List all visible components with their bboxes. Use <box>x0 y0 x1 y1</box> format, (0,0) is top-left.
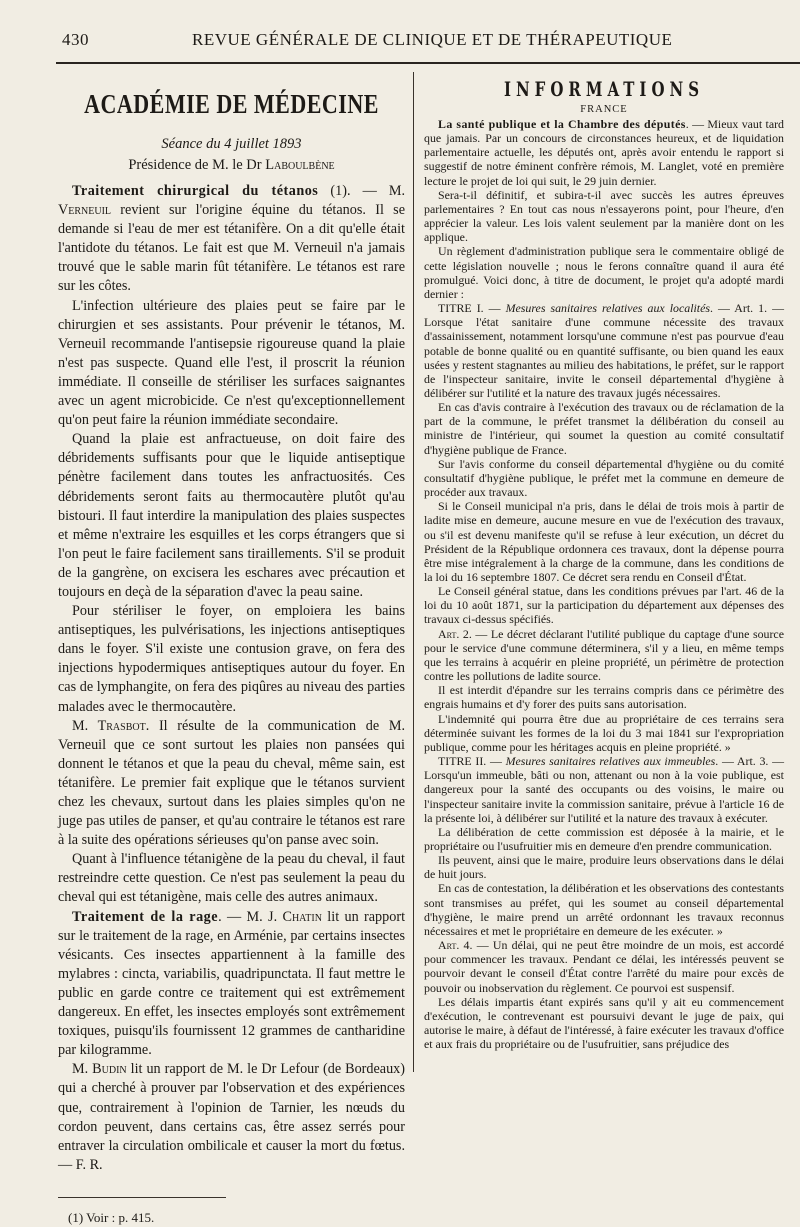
footnote-rule <box>58 1197 226 1198</box>
trasbot-text: . Il résulte de la communication de M. Verneuil que ce sont surtout les plaies non pansées qui donnent le tétanos et que la peau du cheval, même sain, est tétanifère. Le premier fait explique que le tétanos survient chez les chevaux, surtout dans les plaies simples qu'on ne juge pas utiles de panser, et qu'au contraire le tétanos est rare à la suite des opérations sérieuses qu'on panse avec soin. <box>58 717 405 849</box>
column-divider <box>413 72 414 1072</box>
trasbot-paragraph <box>58 717 405 851</box>
article-2-paragraph <box>424 627 784 684</box>
speaker-trasbot: M. Trasbot <box>72 717 146 734</box>
info-paragraph-17: Les délais impartis étant expirés sans qu'il y ait eu commencement d'exécution, le contrevenant est poursuivi devant le juge de paix, qui autorise le maire, à défaut de l'intéressé, à faire exécuter les travaux d'office et aux frais du propriétaire ou de l'usufruitier, sans préjudice des <box>424 994 784 1052</box>
info-paragraph-13: La délibération de cette commission est déposée à la mairie, et le propriétaire ou l'usufruitier mis en demeure d'en prendre communication. <box>424 824 784 853</box>
article-3-text: — Lorsqu'un immeuble, bâti ou non, attenant ou non à la voie publique, est dangereux pour la santé des occupants ou des voisins, le maire ou l'inspecteur sanitaire invite la commission sanitaire, prévue à l'article 16 de la présente loi, à délibérer sur l'utilité et la nature des travaux à exécuter. <box>424 754 784 825</box>
titre-2-label: TITRE II. — <box>438 754 506 769</box>
info-paragraph-2: Sera-t-il définitif, et subira-t-il avec succès les autres épreuves parlementaires ? En tout cas nous n'essayerons point, pour l'heure, d'en apprécier la valeur. Les lois valent seulement par la manière dont on les applique. <box>424 187 784 245</box>
info-paragraph-11: L'indemnité qui pourra être due au propriétaire de ces terrains sera déterminée suivant les formes de la loi du 3 mai 1841 sur l'expropriation publique, comme pour les héritages acquis en pleine propriété. » <box>424 711 784 754</box>
journal-title: REVUE GÉNÉRALE DE CLINIQUE ET DE THÉRAPEUTIQUE <box>192 30 673 49</box>
rage-run-title: Traitement de la rage <box>72 908 219 925</box>
tetanos-text-1: revient sur l'origine équine du tétanos. Il se demande si l'eau de mer est tétanifère. On a dit qu'elle était l'antidote du tétanos. Le fait est que M. Verneuil n'a jamais trouvé que le sable marin fût tétanifère. Le tétanos est rare sur les côtes. <box>58 202 405 295</box>
titre-1-heading: Mesures sanitaires relatives aux localités <box>505 301 711 316</box>
header-rule <box>56 62 800 64</box>
running-head <box>22 30 782 52</box>
sante-text: . — Mieux vaut tard que jamais. Par un concours de circonstances heureux, et de liquidation parlementaire actuelle, les députés ont, après avoir entendu le rapport si suggestif de notre éminent confrère rémois, M. Langlet, voté en première lecture le projet de loi qui suit, le 29 juin dernier. <box>424 117 785 188</box>
info-paragraph-10: Il est interdit d'épandre sur les terrains compris dans ce périmètre des engrais humains et d'y forer des puits sans autorisation. <box>424 683 784 712</box>
article-4-paragraph <box>424 938 784 995</box>
rage-prefix: . — M. J. <box>218 908 283 925</box>
seance-date: Séance du 4 juillet 1893 <box>161 136 302 152</box>
titre-2-paragraph <box>424 754 784 825</box>
tetanos-paragraph-6: Quant à l'influence tétanigène de la peau du cheval, il faut restreindre cette question. Ce n'est pas seulement la peau du cheval qui est tétanigène, mais celle des autres animaux. <box>58 851 405 906</box>
sante-run-title: La santé publique et la Chambre des députés <box>438 117 686 131</box>
article-2-label: Art. 2. <box>438 626 472 641</box>
country-heading: FRANCE <box>580 104 628 115</box>
rage-text: lit un rapport sur le traitement de la rage, en Arménie, par certains insectes vésicants. Ces insectes appartiennent à la famille des mylabres : cincta, variabilis, quadripunctata. Il faut mettre le public en garde contre ce traitement qui est extrêmement dangereux. En effet, les insectes employés sont extrêmement toxiques, puisqu'ils fournissent 12 grammes de cantharidine par kilogramme. <box>58 908 406 1059</box>
info-paragraph-14: Ils peuvent, ainsi que le maire, produire leurs observations dans le délai de huit jours. <box>424 853 784 882</box>
presidence-prefix: Présidence de M. le Dr <box>128 157 266 173</box>
article-3-label: . — Art. 3. <box>715 754 769 769</box>
tetanos-paragraph-1 <box>58 182 405 297</box>
info-paragraph-1 <box>424 117 784 188</box>
academie-heading: ACADÉMIE DE MÉDECINE <box>84 88 379 120</box>
info-paragraph-3: Un règlement d'administration publique sera le commentaire obligé de cette législation nouvelle ; nous le ferons connaître quand il aura été promulgué. Voici donc, à titre de document, le projet qu'a adopté mardi dernier : <box>424 244 784 301</box>
informations-column <box>424 78 784 1051</box>
article-4-label: Art. 4. <box>438 938 473 953</box>
article-4-text: — Un délai, qui ne peut être moindre de un mois, est accordé pour commencer les travaux. Pendant ce délai, les intéressés peuvent se pourvoir devant le conseil d'État contre l'arrêté du maire pour excès de pouvoir ou inobservation du règlement. Ce pourvoi est suspensif. <box>424 938 784 995</box>
president-name: Laboulbène <box>265 157 335 173</box>
speaker-budin: Budin <box>92 1061 127 1078</box>
speaker-chatin: Chatin <box>282 908 322 925</box>
presidence-line <box>58 155 405 176</box>
rage-paragraph <box>58 908 405 1061</box>
info-paragraph-8: Le Conseil général statue, dans les conditions prévues par l'art. 46 de la loi du 10 août 1871, sur la participation du département aux dépenses des travaux ci-dessus spécifiés. <box>424 584 784 627</box>
academie-column <box>58 82 405 1227</box>
informations-heading: INFORMATIONS <box>503 78 705 102</box>
titre-1-paragraph <box>424 301 784 400</box>
tetanos-paragraph-2: L'infection ultérieure des plaies peut se faire par le chirurgien et ses assistants. Pour prévenir le tétanos, M. Verneuil recommande l'antisepsie rigoureuse quand la plaie n'est pas suspecte. Quand elle l'est, il proscrit la réunion immédiate. Il conseille de stériliser les surfaces saignantes avec un agent microbicide. Ce n'est qu'exceptionnellement qu'on peut faire la réunion immédiate secondaire. <box>58 297 405 429</box>
budin-prefix: M. <box>72 1061 93 1078</box>
titre-2-heading: Mesures sanitaires relatives aux immeubles <box>505 754 716 769</box>
article-1-label: . — Art. 1. <box>710 301 768 316</box>
article-2-text: — Le décret déclarant l'utilité publique du captage d'une source pour le service d'une commune déterminera, s'il y a lieu, en même temps que les terrains à acquérir en pleine propriété, un périmètre de protection contre les pollutions de ladite source. <box>424 626 784 684</box>
budin-paragraph <box>58 1060 405 1175</box>
tetanos-run-title: Traitement chirurgical du tétanos <box>72 183 319 199</box>
info-paragraph-5: En cas d'avis contraire à l'exécution des travaux ou de réclamation de la part de la commune, le préfet transmet la délibération du conseil au ministre de l'intérieur, qui soumet la question au comité consultatif d'hygiène publique de France. <box>424 400 784 457</box>
article-1-text: — Lorsque l'état sanitaire d'une commune nécessite des travaux d'assainissement, notamment lorsqu'une commune n'est pas pourvue d'eau potable de bonne qualité ou en quantité suffisante, ou bien quand les eaux usées y restent stagnantes au milieu des habitations, le préfet, sur le rapport de l'inspecteur sanitaire, invite le conseil départemental d'hygiène à délibérer sur l'utilité et la nature des travaux jugés nécessaires. <box>424 301 784 400</box>
info-paragraph-6: Sur l'avis conforme du conseil départemental d'hygiène ou du comité consultatif d'hygiène publique, le préfet met la commune en demeure de procéder aux travaux. <box>424 456 784 500</box>
info-paragraph-7: Si le Conseil municipal n'a pris, dans le délai de trois mois à partir de ladite mise en demeure, aucune mesure en vue de l'exécution des travaux, ou s'il est devenu manifeste qu'il se refuse à leur exécution, un décret du Président de la République ordonnera ces travaux, dont la dépense pourra être mise intégralement à la charge de la commune, dans les conditions de la loi du 16 septembre 1807. Ce décret sera rendu en Conseil d'État. <box>424 499 784 584</box>
tetanos-paragraph-3: Quand la plaie est anfractueuse, on doit faire des débridements suffisants pour que le liquide antiseptique pénètre facilement dans toutes les anfractuosités. Ces débridements seront faits au thermocautère plutôt qu'au bistouri. Il faut interdire la manipulation des plaies suspectes et même n'extraire les esquilles et les corps étrangers que si l'on peut le faire facilement sans tiraillements. S'il se produit de la gangrène, on excisera les eschares avec précaution et toujours en deçà de la séparation d'avec la peau saine. <box>58 431 405 600</box>
speaker-verneuil: Verneuil <box>58 202 112 219</box>
info-paragraph-15: En cas de contestation, la délibération et les observations des contestants sont transmises au préfet, qui les soumet au conseil départemental d'hygiène, le maire prend un arrêté ordonnant les travaux reconnus nécessaires et met le propriétaire en demeure de les exécuter. » <box>424 881 784 938</box>
footnote: (1) Voir : p. 415. <box>68 1209 155 1225</box>
titre-1-label: TITRE I. — <box>438 301 506 316</box>
page-number: 430 <box>62 30 89 49</box>
tetanos-footnote-ref: (1). — M. <box>318 183 405 199</box>
budin-text: lit un rapport de M. le Dr Lefour (de Bordeaux) qui a cherché à prouver par l'observation et des expériences que, contrairement à l'opinion de Tarnier, les nœuds du cordon peuvent, dans certains cas, être assez serrés pour entraver la circulation ombilicale et causer la mort du fœtus. — F. R. <box>58 1061 405 1173</box>
tetanos-paragraph-4: Pour stériliser le foyer, on emploiera les bains antiseptiques, les pulvérisations, les injections antiseptiques dans le foyer. S'il existe une contusion grave, on fera des injections hypodermiques antiseptiques autour du foyer. En cas de lymphangite, on fera des piqûres au niveau des parties malades avec le thermocautère. <box>58 603 405 715</box>
